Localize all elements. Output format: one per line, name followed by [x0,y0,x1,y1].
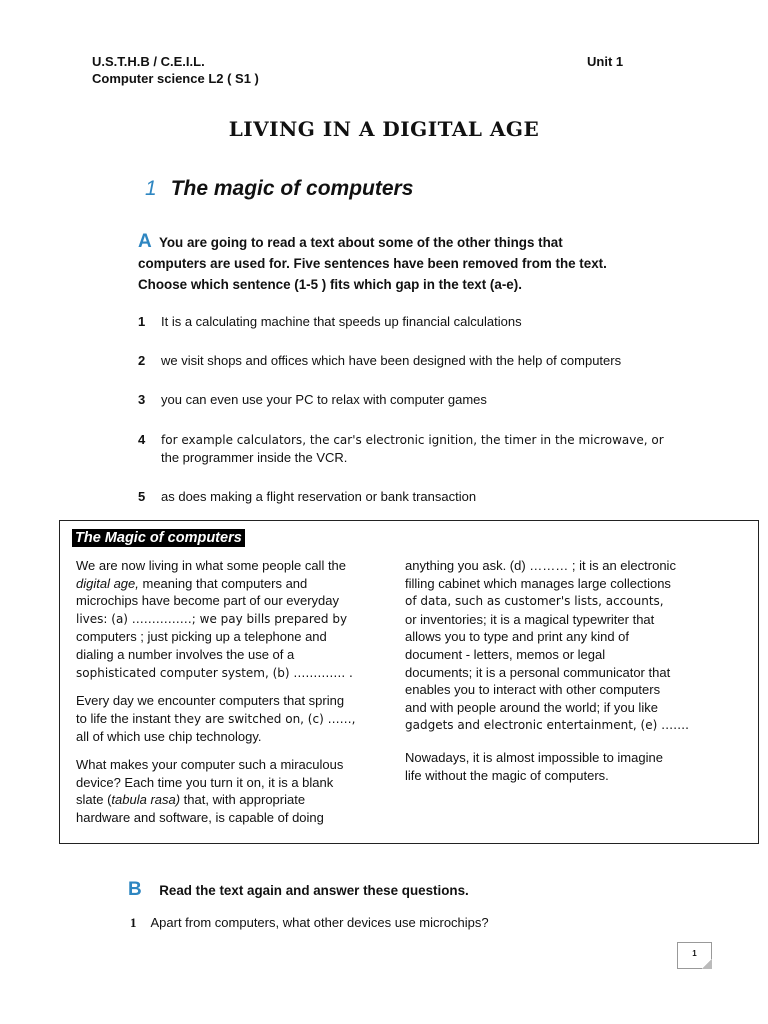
text-line: enables you to interact with other computers [405,682,661,698]
text-line: document - letters, memos or legal [405,646,606,662]
sentence-number: 2 [138,353,146,368]
reading-paragraph [405,557,745,735]
page-number-box [677,942,712,969]
text-line: digital age, [76,575,139,591]
text-line: meaning that computers and [138,575,308,591]
text-line: that, with appropriate [180,792,306,808]
text-line: dialing a number involves the use of a [76,646,295,662]
reading-paragraph [76,756,376,826]
header-course: Computer science L2 ( S1 ) [92,71,259,86]
text-line: tabula rasa) [111,792,181,808]
text-line: life without the magic of computers. [405,767,609,783]
text-line: sophisticated computer system, (b) …………. . [76,665,353,680]
sentence-number: 5 [138,489,146,504]
text-line: What makes your computer such a miraculous [76,756,344,772]
page-curl-icon [702,959,712,969]
exercise-b-instruction [128,879,728,901]
text-line: they are switched on, (c) ……, [174,711,356,726]
question-text: Apart from computers, what other devices use microchips? [150,915,489,930]
sentence-text: you can even use your PC to relax with computer games [161,392,487,407]
text-line: to life the instant [76,710,175,726]
exercise-a-instruction [138,231,738,295]
text-line: anything you ask. (d) ……… ; it is an electronic [405,558,676,573]
sentence-number: 4 [138,432,146,447]
sentence-item [138,352,698,370]
sentence-item [138,391,698,409]
text-line: documents; it is a personal communicator that [405,664,671,680]
sentence-item [138,431,698,467]
exercise-a-line1: You are going to read a text about some of the other things that [158,235,563,250]
sentence-text: as does making a flight reservation or bank transaction [161,489,477,504]
text-line: of data, such as customer's lists, accounts, [405,594,664,609]
sentence-text: for example calculators, the car's electronic ignition, the timer in the microwave, or [161,433,664,447]
sentence-text: It is a calculating machine that speeds up financial calculations [161,314,522,329]
text-line: filling cabinet which manages large collections [405,575,671,591]
exercise-a-line3: Choose which sentence (1-5 ) fits which gap in the text (a-e). [138,277,522,292]
sentence-number: 1 [138,314,146,329]
text-line: lives: (a) ……………; we pay bills prepared by [76,611,348,626]
text-line: gadgets and electronic entertainment, (e) ……. [405,718,689,733]
section-title: The magic of computers [170,177,414,200]
text-line: all of which use chip technology. [76,729,262,745]
exercise-b-text: Read the text again and answer these questions. [159,883,469,898]
sentence-text: we visit shops and offices which have been designed with the help of computers [161,353,622,368]
text-line: computers ; just picking up a telephone and [76,629,327,645]
text-line: slate ( [76,792,112,808]
sentence-text-cont: the programmer inside the VCR. [161,450,348,465]
text-line: hardware and software, is capable of doing [76,809,324,825]
reading-paragraph [405,749,745,784]
reading-paragraph [76,692,376,746]
header-unit: Unit 1 [587,54,624,69]
text-line: Every day we encounter computers that spring [76,693,345,709]
page-number: 1 [692,949,697,958]
exercise-a-letter: A [138,231,152,252]
header-institution: U.S.T.H.B / C.E.I.L. [92,54,205,69]
exercise-b-letter: B [128,879,142,900]
text-line: device? Each time you turn it on, it is a blank [76,774,334,790]
section-heading [145,177,413,201]
text-line: microchips have become part of our everyday [76,593,340,609]
sentence-item [138,488,698,506]
section-number: 1 [145,177,157,200]
reading-left-column [76,557,376,836]
text-line: and with people around the world; if you like [405,699,658,715]
sentence-number: 3 [138,392,146,407]
document-title: LIVING IN A DIGITAL AGE [228,117,540,141]
question-number: 1 [130,915,137,930]
reading-box-title: The Magic of computers [72,529,245,547]
text-line: Nowadays, it is almost impossible to imagine [405,749,663,765]
reading-right-column [405,557,745,794]
question-item [130,915,489,931]
exercise-a-line2: computers are used for. Five sentences have been removed from the text. [138,256,607,271]
text-line: We are now living in what some people call the [76,558,347,573]
sentence-item [138,313,698,331]
text-line: or inventories; it is a magical typewriter that [405,611,655,627]
text-line: allows you to type and print any kind of [405,629,630,645]
reading-paragraph [76,557,376,682]
